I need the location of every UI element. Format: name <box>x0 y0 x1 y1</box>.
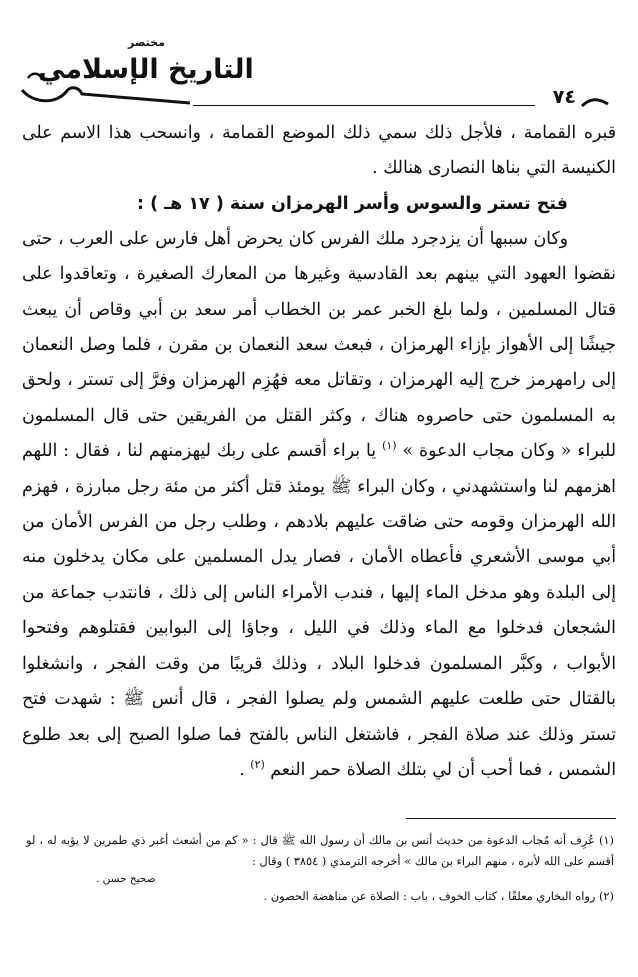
page-number: ٧٤ <box>552 86 576 108</box>
main-paragraph-part-a: وكان سببها أن يزدجرد ملك الفرس كان يحرض أهل فارس على العرب ، حتى نقضوا العهود التي بينهم بعد القادسية وغيرها من المعارك الصغيرة ، وتعاقدوا على قتال المسلمين ، ولما بلغ الخبر عمر بن الخطاب أمر سعد بن أبي وقاص أن يبعث جيشًا إلى الأهواز بإزاء الهرمزان ، فبعث سعد النعمان بن مقرن ، فلما وصل النعمان إلى رامهرمز خرج إليه الهرمزان ، وتقاتل معه فهُزِم الهرمزان وفرَّ إلى تستر ، ولحق به المسلمون حتى حاصروه هناك ، وكثر القتل من الفريقين حتى قال المسلمون للبراء « وكان مجاب الدعوة » <box>22 228 616 462</box>
rule-end-flourish-icon <box>580 94 610 114</box>
page-header <box>18 36 610 106</box>
footnote-1: (١) عُرِف أنه مُجاب الدعوة من حديث أنس بن مالك أن رسول الله ﷺ قال : « كم من أشعث أغبر ذي طمرين لا يؤبه له ، لو أقسم على الله لأبره ، منهم البراء بن مالك » أخرجه الترمذي ( ٣٨٥٤ ) وقال : <box>26 833 614 868</box>
main-text <box>22 116 616 788</box>
book-title: التاريخ الإسلامي <box>38 54 254 85</box>
main-paragraph <box>22 222 616 789</box>
main-paragraph-part-b: يا براء أقسم على ربك ليهزمنهم لنا ، فقال : اللهم اهزمهم لنا واستشهدني ، وكان البراء ﷺ يومئذ قتل أكثر من مئة رجل مبارزة ، فهزم الله الهرمزان وقومه حتى ضاقت عليهم بلادهم ، وطلب رجل من الفرس الأمان من أبي موسى الأشعري فأعطاه الأمان ، فصار يدل المسلمين على مكان يدخلون منه إلى البلدة وهو مدخل الماء إليها ، فندب الأمراء الناس إلى ذلك ، فانتدب جماعة من الشجعان فدخلوا مع الماء وذلك في الليل ، وجاؤا إلى البوابين فقتلوهم وفتحوا الأبواب ، وكبَّر المسلمون فدخلوا البلاد ، وذلك قريبًا من وقت الفجر ، وانشغلوا بالقتال حتى طلعت عليهم الشمس ولم يصلوا الفجر ، قال أنس ﷺ : شهدت فتح تستر وذلك عند صلاة الفجر ، فاشتغل الناس بالفتح فما صلوا الصبح إلى بعد طلوع الشمس ، فما أحب أن لي بتلك الصلاة حمر النعم <box>22 441 616 780</box>
footnote-ref-1: (١) <box>382 439 397 453</box>
book-title-logo <box>18 36 254 106</box>
section-heading: فتح تستر والسوس وأسر الهرمزان سنة ( ١٧ هـ ) : <box>136 193 568 214</box>
closing-period: . <box>239 759 245 780</box>
calligraphy-flourish-icon <box>18 70 194 106</box>
footnote-1-grade: صحيح حسن . <box>96 873 156 885</box>
title-small-word: مختصر <box>128 36 165 49</box>
footnote-separator <box>406 818 616 819</box>
opening-paragraph: قبره القمامة ، فلأجل ذلك سمي ذلك الموضع القمامة ، وانسحب هذا الاسم على الكنيسة التي بناها النصارى هنالك . <box>22 123 616 179</box>
footnote-ref-2: (٢) <box>250 758 265 772</box>
footnote-2: (٢) رواه البخاري معلقًا ، كتاب الخوف ، باب : الصلاة عن مناهضة الحصون . <box>263 889 614 903</box>
footnotes <box>26 830 614 907</box>
header-rule <box>193 105 535 106</box>
